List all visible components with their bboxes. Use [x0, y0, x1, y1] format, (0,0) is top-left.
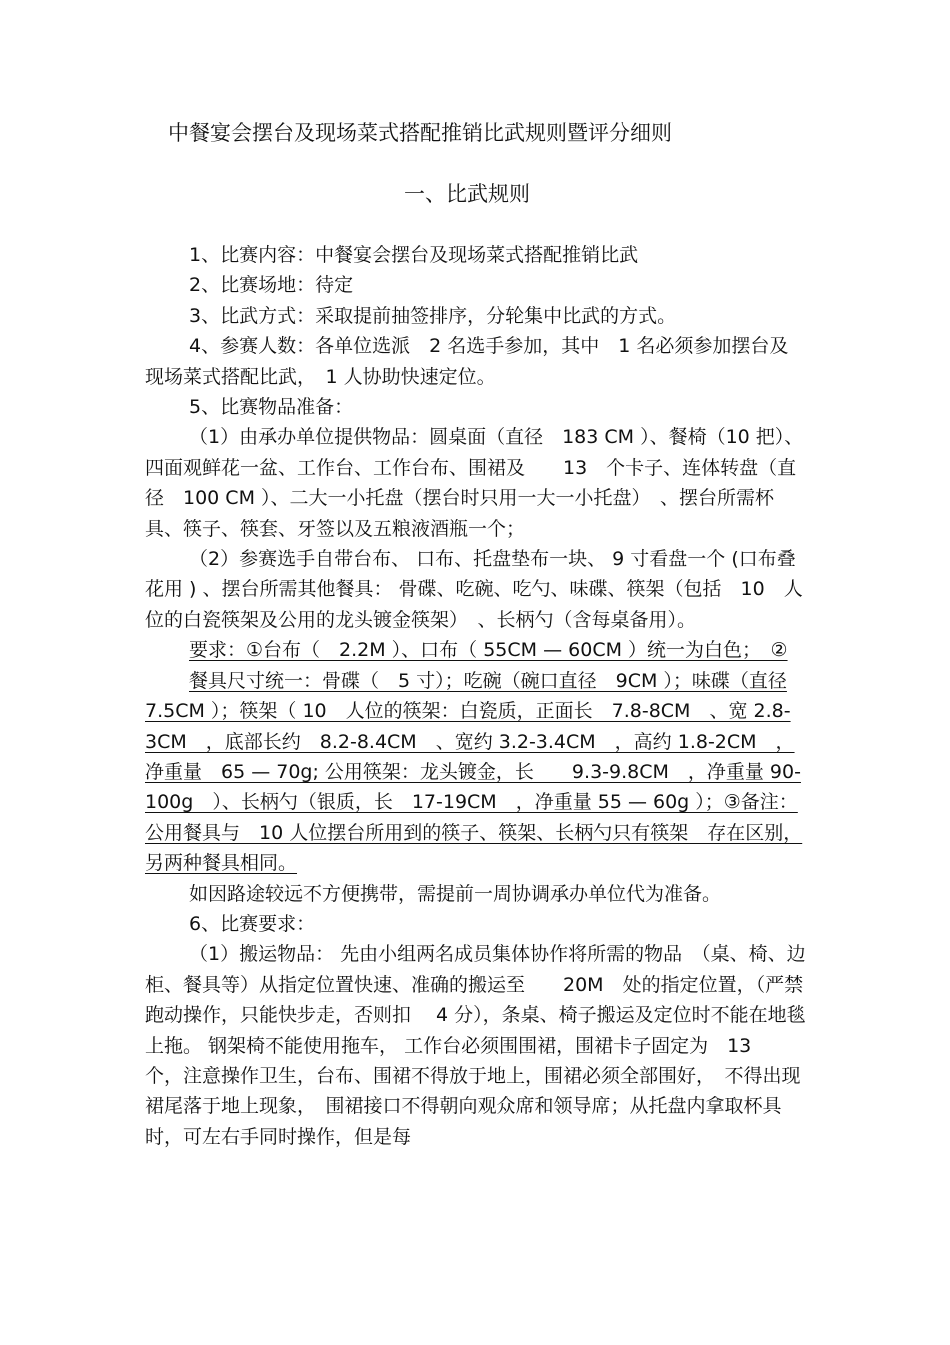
- document-body: [145, 240, 807, 1152]
- section-heading: 一、比武规则: [404, 182, 530, 206]
- paragraph-rules-heading: 6、比赛要求：: [189, 912, 316, 935]
- paragraph-self-items: （2）参赛选手自带台布、 口布、托盘垫布一块、 9 寸看盘一个 (口布叠花用 ) 、摆台所需其他餐具： 骨碟、吃碗、吃勺、味碟、筷架（包括 10 人位的白瓷筷架及公用的龙头镀金筷架） 、长柄勺（含每桌备用）。: [145, 548, 803, 631]
- paragraph-venue: 2、比赛场地：待定: [189, 274, 354, 297]
- paragraph-host-items: （1）由承办单位提供物品：圆桌面（直径 183 CM ）、餐椅（10 把）、四面观鲜花一盆、工作台、工作台布、围裙及 13 个卡子、连体转盘（直径 100 CM ）、二大一小托盘（摆台时只用一大一小托盘） 、摆台所需杯具、筷子、筷套、牙签以及五粮液酒瓶一个；: [145, 426, 804, 540]
- paragraph-items-heading: 5、比赛物品准备：: [189, 396, 354, 419]
- paragraph-moving-items: （1）搬运物品： 先由小组两名成员集体协作将所需的物品 （桌、椅、边柜、餐具等）从指定位置快速、准确的搬运至 20M 处的指定位置，（严禁跑动操作，只能快步走，否则扣 4 分），条桌、椅子搬运及定位时不能在地毯上拖。 钢架椅不能使用拖车， 工作台必须围围裙，围裙卡子固定为 13 个，注意操作卫生，台布、围裙不得放于地上，围裙必须全部围好， 不得出现裙尾落于地上现象， 围裙接口不得朝向观众席和领导席；从托盘内拿取杯具时，可左右手同时操作，但是每: [145, 943, 806, 1148]
- paragraph-requirements: 要求：①台布（ 2.2M ）、口布（ 55CM — 60CM ）统一为白色； ②: [189, 639, 788, 662]
- paragraph-tableware-sizes: 餐具尺寸统一：骨碟（ 5 寸）；吃碗（碗口直径 9CM ）；味碟（直径 7.5CM ）；筷架（ 10 人位的筷架：白瓷质，正面长 7.8-8CM 、宽 2.8-3CM ，底部长约 8.2-8.4CM 、宽约 3.2-3.4CM ，高约 1.8-2CM ，净重量 65 — 70g; 公用筷架：龙头镀金，长 9.3-9.8CM ，净重量 90-100g ）、长柄勺（银质，长 17-19CM ，净重量 55 — 60g ）；③备注：公用餐具与 10 人位摆台所用到的筷子、筷架、长柄勺只有筷架 存在区别，另两种餐具相同。: [145, 669, 803, 875]
- paragraph-content: 1、比赛内容：中餐宴会摆台及现场菜式搭配推销比武: [189, 244, 639, 266]
- document-title: 中餐宴会摆台及现场菜式搭配推销比武规则暨评分细则: [168, 121, 672, 145]
- paragraph-note: 如因路途较远不方便携带，需提前一周协调承办单位代为准备。: [189, 882, 722, 905]
- paragraph-method: 3、比武方式：采取提前抽签排序，分轮集中比武的方式。: [189, 304, 677, 327]
- paragraph-participants: 4、参赛人数：各单位选派 2 名选手参加，其中 1 名必须参加摆台及现场菜式搭配比武， 1 人协助快速定位。: [145, 335, 789, 388]
